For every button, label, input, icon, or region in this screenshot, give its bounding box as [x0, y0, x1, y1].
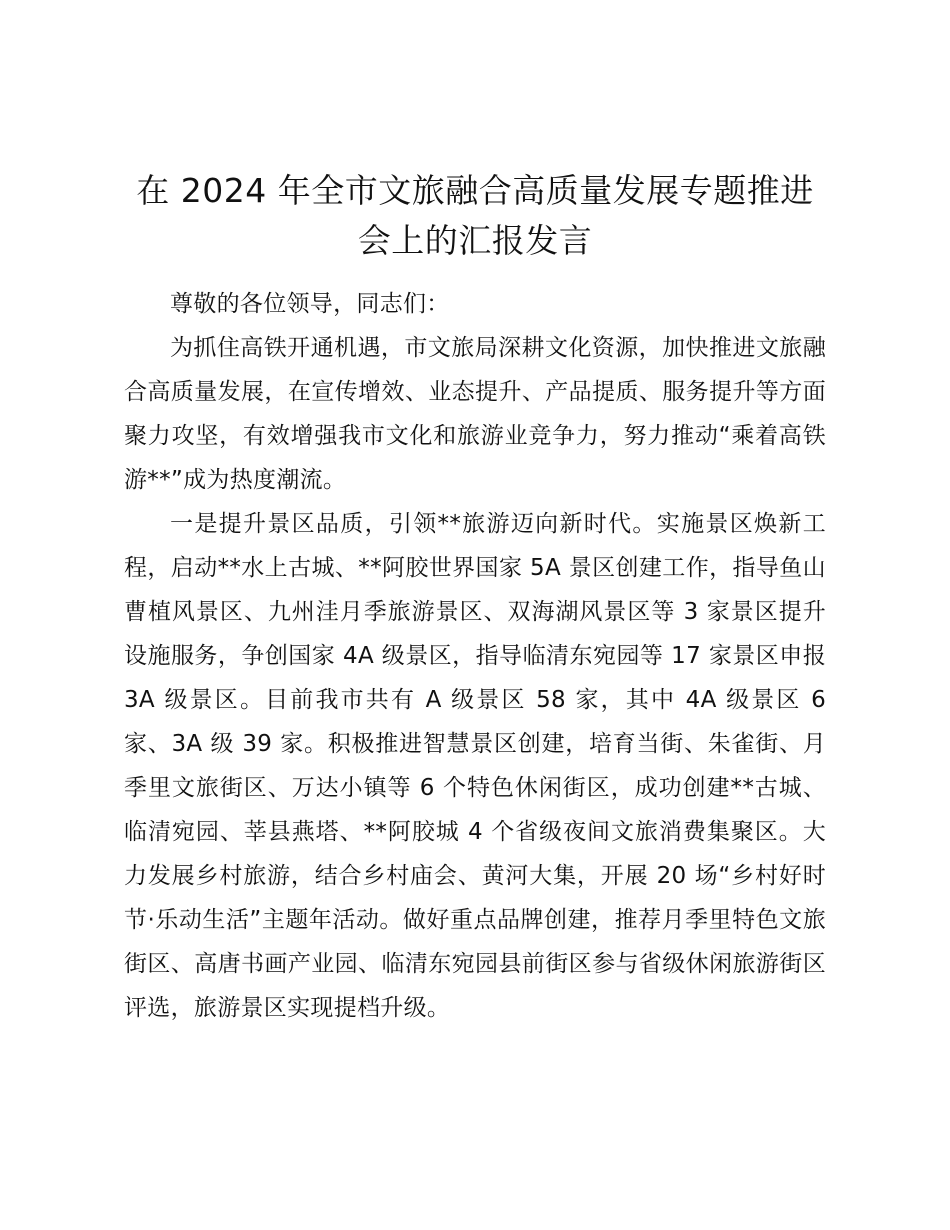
- document-title: 在 2024 年全市文旅融合高质量发展专题推进会上的汇报发言: [136, 171, 814, 260]
- paragraph-scenic-quality: 一是提升景区品质，引领**旅游迈向新时代。实施景区焕新工程，启动**水上古城、**阿胶世界国家 5A 景区创建工作，指导鱼山曹植风景区、九州洼月季旅游景区、双海湖风景区等 3 家景区提升设施服务，争创国家 4A 级景区，指导临清东宛园等 17 家景区申报 3A 级景区。目前我市共有 A 级景区 58 家，其中 4A 级景区 6 家、3A 级 39 家。积极推进智慧景区创建，培育当街、朱雀街、月季里文旅街区、万达小镇等 6 个特色休闲街区，成功创建**古城、临清宛园、莘县燕塔、**阿胶城 4 个省级夜间文旅消费集聚区。大力发展乡村旅游，结合乡村庙会、黄河大集，开展 20 场“乡村好时节·乐动生活”主题年活动。做好重点品牌创建，推荐月季里特色文旅街区、高唐书画产业园、临清东宛园县前街区参与省级休闲旅游街区评选，旅游景区实现提档升级。: [124, 511, 826, 1021]
- document-body: [124, 282, 826, 1030]
- salutation: 尊敬的各位领导，同志们：: [170, 291, 450, 317]
- paragraph-intro: 为抓住高铁开通机遇，市文旅局深耕文化资源，加快推进文旅融合高质量发展，在宣传增效、业态提升、产品提质、服务提升等方面聚力攻坚，有效增强我市文化和旅游业竞争力，努力推动“乘着高铁游**”成为热度潮流。: [124, 335, 826, 493]
